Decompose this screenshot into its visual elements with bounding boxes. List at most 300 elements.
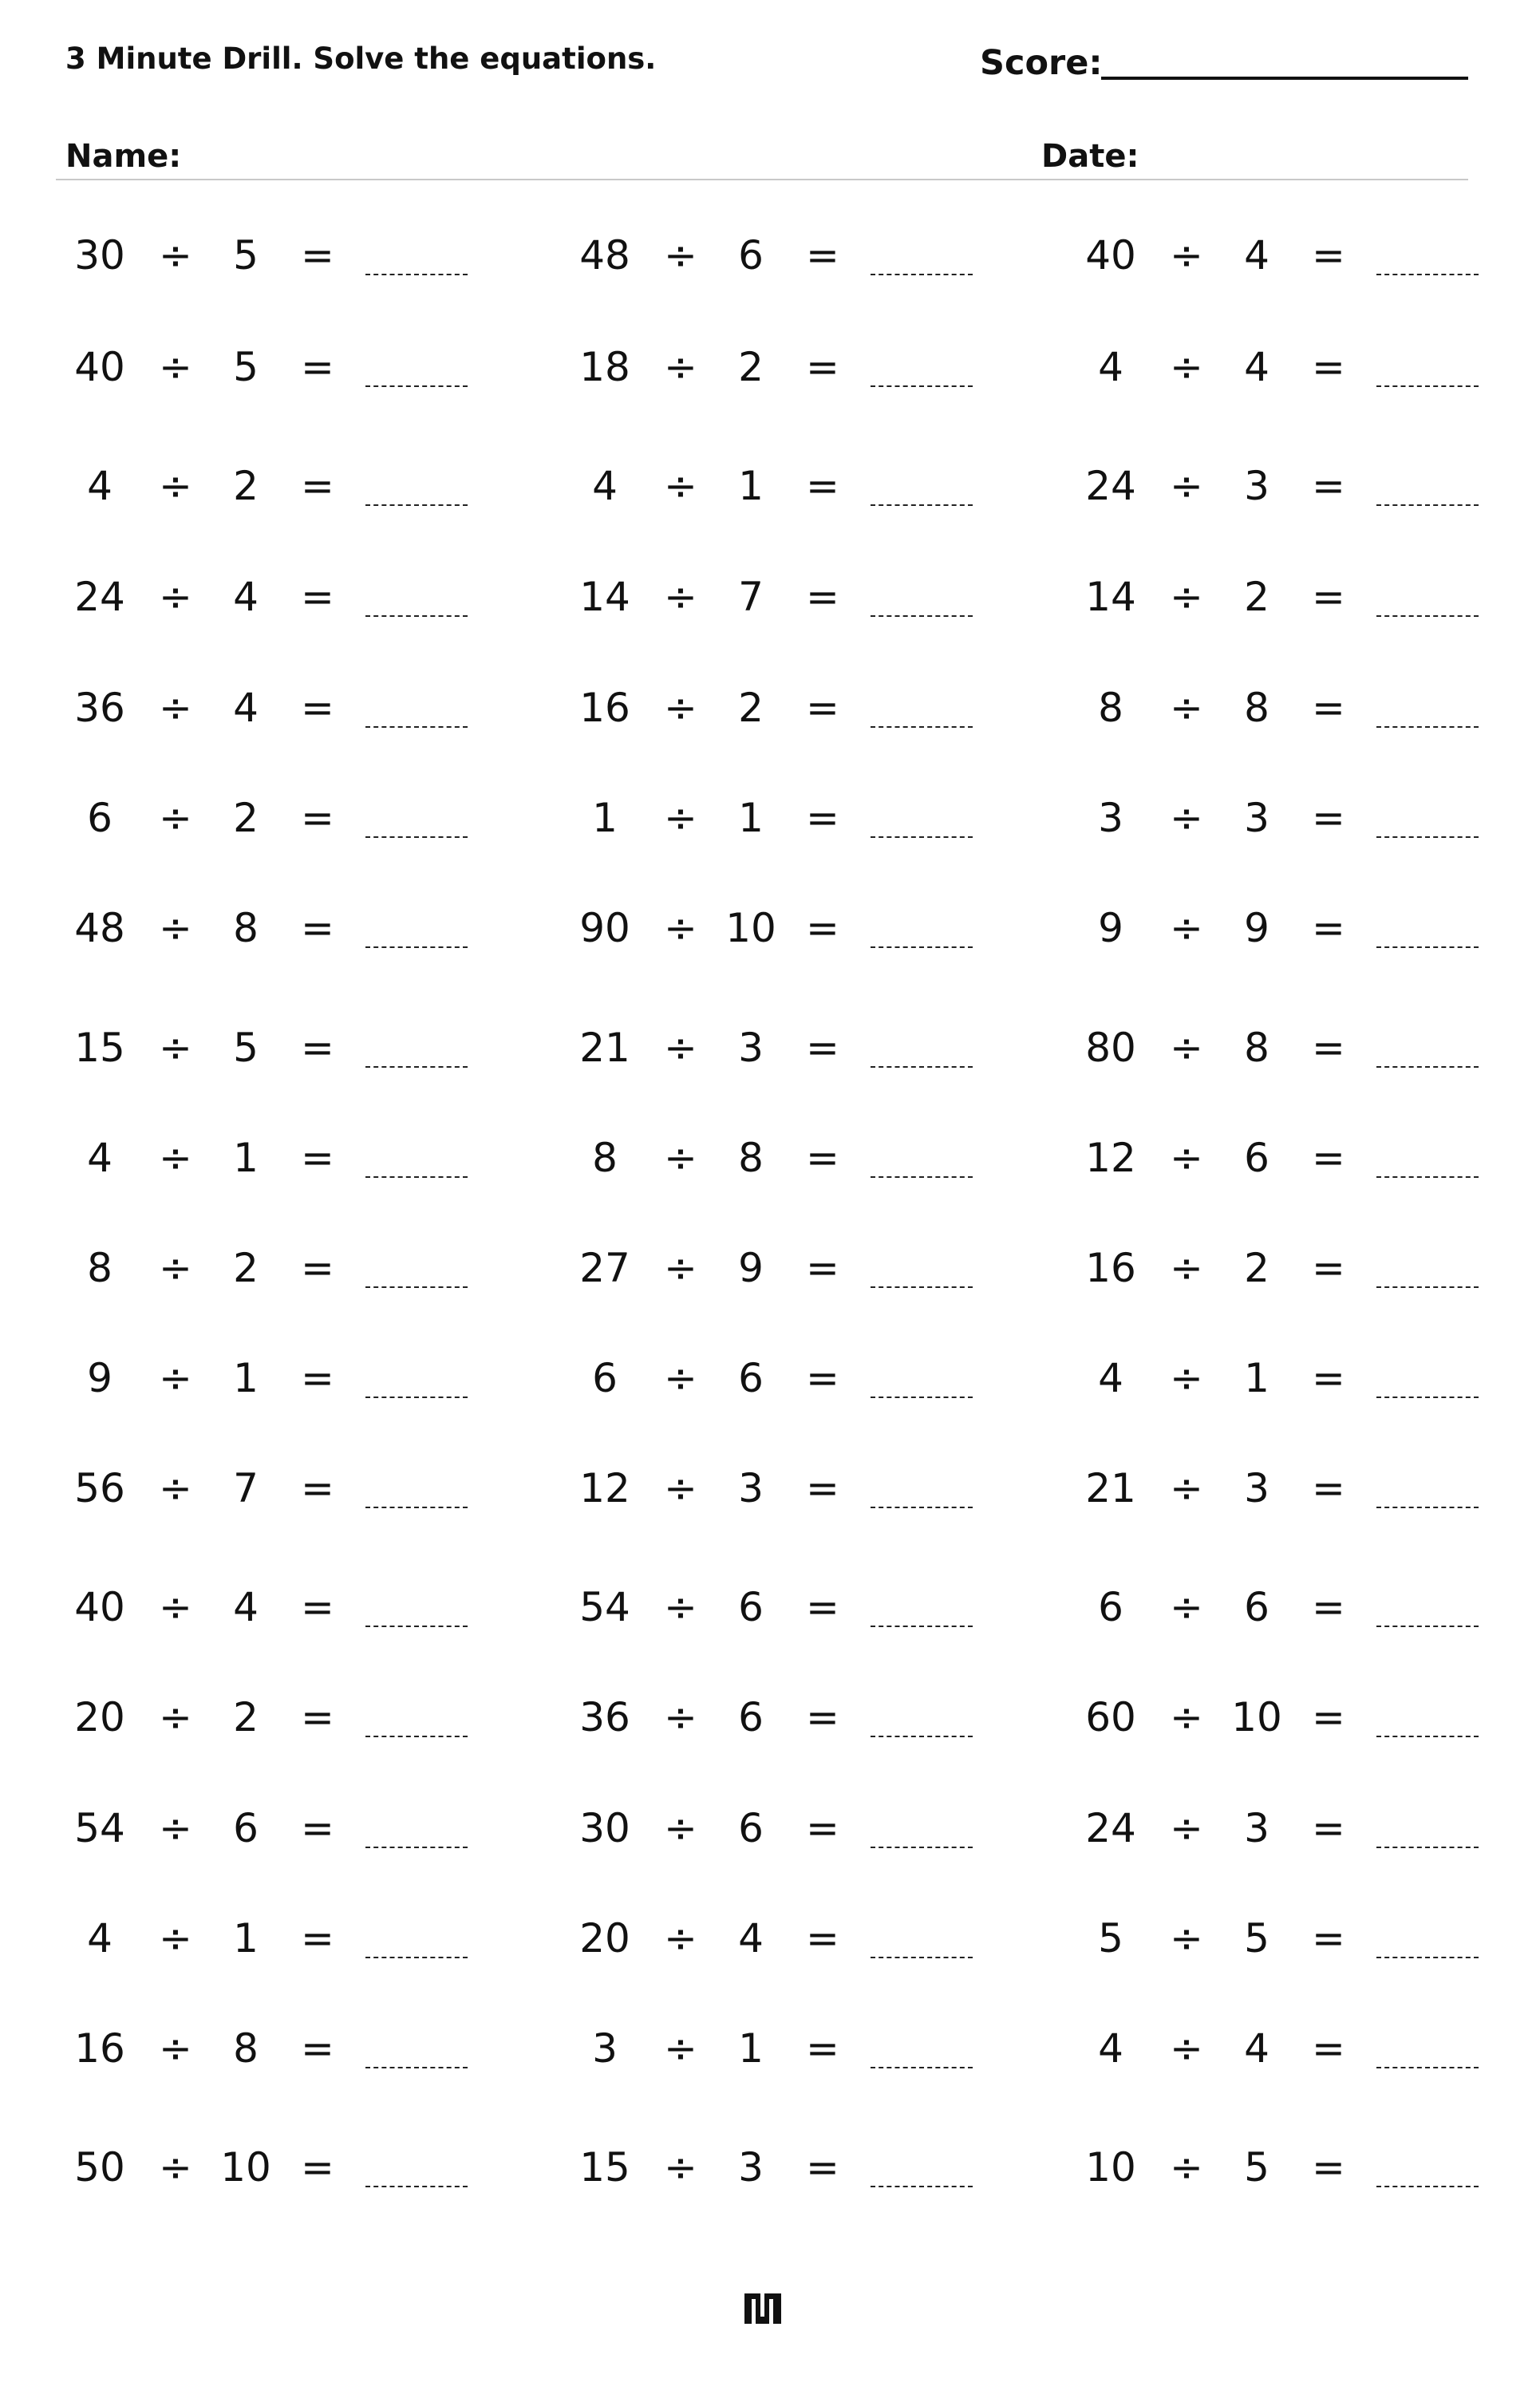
division-sign: ÷ bbox=[159, 1245, 192, 1291]
answer-blank[interactable] bbox=[871, 504, 973, 506]
answer-blank[interactable] bbox=[1376, 2067, 1479, 2068]
equals-sign: = bbox=[1312, 1135, 1345, 1181]
equals-sign: = bbox=[301, 1915, 334, 1961]
division-sign: ÷ bbox=[664, 1915, 697, 1961]
equals-sign: = bbox=[806, 1245, 839, 1291]
answer-blank[interactable] bbox=[871, 615, 973, 617]
division-sign: ÷ bbox=[664, 1584, 697, 1630]
equals-sign: = bbox=[1312, 795, 1345, 841]
division-sign: ÷ bbox=[159, 1805, 192, 1851]
divisor: 4 bbox=[1244, 232, 1270, 279]
divisor: 2 bbox=[1244, 574, 1270, 620]
answer-blank[interactable] bbox=[871, 2067, 973, 2068]
answer-blank[interactable] bbox=[365, 946, 468, 948]
problem-item bbox=[561, 790, 976, 846]
problem-item bbox=[561, 569, 976, 625]
problem-item bbox=[1067, 680, 1482, 736]
answer-blank[interactable] bbox=[365, 1066, 468, 1068]
dividend: 14 bbox=[1085, 574, 1136, 620]
problem-item bbox=[56, 458, 471, 514]
equals-sign: = bbox=[806, 1915, 839, 1961]
answer-blank[interactable] bbox=[1376, 1507, 1479, 1508]
division-sign: ÷ bbox=[1170, 2144, 1203, 2191]
problem-item bbox=[56, 339, 471, 395]
dividend: 20 bbox=[579, 1915, 630, 1961]
dividend: 8 bbox=[592, 1135, 618, 1181]
equals-sign: = bbox=[301, 1694, 334, 1740]
division-sign: ÷ bbox=[1170, 685, 1203, 731]
dividend: 1 bbox=[592, 795, 618, 841]
dividend: 8 bbox=[1098, 685, 1123, 731]
worksheet-title: 3 Minute Drill. Solve the equations. bbox=[65, 41, 657, 76]
equals-sign: = bbox=[806, 1355, 839, 1401]
problem-item bbox=[1067, 2139, 1482, 2195]
equals-sign: = bbox=[301, 1465, 334, 1511]
dividend: 16 bbox=[74, 2025, 125, 2072]
answer-blank[interactable] bbox=[1376, 1176, 1479, 1178]
problem-item bbox=[561, 1350, 976, 1406]
divisor: 8 bbox=[233, 905, 259, 951]
divisor: 7 bbox=[233, 1465, 259, 1511]
equals-sign: = bbox=[1312, 1694, 1345, 1740]
dividend: 8 bbox=[87, 1245, 113, 1291]
equals-sign: = bbox=[1312, 1915, 1345, 1961]
divisor: 3 bbox=[1244, 1805, 1270, 1851]
divisor: 4 bbox=[738, 1915, 764, 1961]
division-sign: ÷ bbox=[664, 1465, 697, 1511]
dividend: 54 bbox=[74, 1805, 125, 1851]
problem-item bbox=[1067, 1130, 1482, 1186]
dividend: 5 bbox=[1098, 1915, 1123, 1961]
division-sign: ÷ bbox=[664, 1025, 697, 1071]
divisor: 5 bbox=[1244, 1915, 1270, 1961]
equals-sign: = bbox=[1312, 463, 1345, 509]
divisor: 3 bbox=[738, 1025, 764, 1071]
equals-sign: = bbox=[806, 1805, 839, 1851]
problem-item bbox=[56, 1579, 471, 1635]
dividend: 48 bbox=[74, 905, 125, 951]
answer-blank[interactable] bbox=[1376, 946, 1479, 948]
answer-blank[interactable] bbox=[365, 726, 468, 728]
division-sign: ÷ bbox=[159, 463, 192, 509]
problem-item bbox=[561, 2139, 976, 2195]
division-sign: ÷ bbox=[664, 1805, 697, 1851]
answer-blank[interactable] bbox=[365, 1736, 468, 1737]
problem-item bbox=[561, 900, 976, 956]
divisor: 1 bbox=[233, 1135, 259, 1181]
answer-blank[interactable] bbox=[871, 385, 973, 387]
equals-sign: = bbox=[806, 2144, 839, 2191]
division-sign: ÷ bbox=[664, 574, 697, 620]
divisor: 5 bbox=[233, 1025, 259, 1071]
answer-blank[interactable] bbox=[365, 504, 468, 506]
dividend: 12 bbox=[1085, 1135, 1136, 1181]
divisor: 5 bbox=[233, 344, 259, 390]
answer-blank[interactable] bbox=[871, 1176, 973, 1178]
division-sign: ÷ bbox=[1170, 232, 1203, 279]
divisor: 1 bbox=[233, 1355, 259, 1401]
dividend: 40 bbox=[1085, 232, 1136, 279]
dividend: 6 bbox=[592, 1355, 618, 1401]
division-sign: ÷ bbox=[1170, 574, 1203, 620]
division-sign: ÷ bbox=[159, 795, 192, 841]
divisor: 3 bbox=[1244, 463, 1270, 509]
problem-item bbox=[1067, 1460, 1482, 1516]
divisor: 10 bbox=[1231, 1694, 1282, 1740]
division-sign: ÷ bbox=[1170, 1135, 1203, 1181]
problem-item bbox=[1067, 1350, 1482, 1406]
divisor: 4 bbox=[233, 1584, 259, 1630]
dividend: 50 bbox=[74, 2144, 125, 2191]
dividend: 48 bbox=[579, 232, 630, 279]
division-sign: ÷ bbox=[1170, 1465, 1203, 1511]
dividend: 24 bbox=[1085, 1805, 1136, 1851]
division-sign: ÷ bbox=[1170, 344, 1203, 390]
equals-sign: = bbox=[806, 685, 839, 731]
answer-blank[interactable] bbox=[1376, 836, 1479, 838]
equals-sign: = bbox=[301, 795, 334, 841]
divisor: 4 bbox=[233, 685, 259, 731]
divisor: 8 bbox=[1244, 685, 1270, 731]
division-sign: ÷ bbox=[159, 1465, 192, 1511]
answer-blank[interactable] bbox=[365, 1626, 468, 1627]
problem-item bbox=[1067, 1689, 1482, 1745]
answer-blank[interactable] bbox=[365, 385, 468, 387]
division-sign: ÷ bbox=[159, 574, 192, 620]
answer-blank[interactable] bbox=[1376, 504, 1479, 506]
problem-item bbox=[1067, 2021, 1482, 2076]
divisor: 4 bbox=[233, 574, 259, 620]
dividend: 30 bbox=[579, 1805, 630, 1851]
equals-sign: = bbox=[301, 1135, 334, 1181]
divisor: 9 bbox=[738, 1245, 764, 1291]
division-sign: ÷ bbox=[1170, 1805, 1203, 1851]
equals-sign: = bbox=[301, 1245, 334, 1291]
dividend: 4 bbox=[87, 1135, 113, 1181]
division-sign: ÷ bbox=[664, 685, 697, 731]
answer-blank[interactable] bbox=[871, 2186, 973, 2187]
answer-blank[interactable] bbox=[1376, 274, 1479, 275]
dividend: 40 bbox=[74, 344, 125, 390]
problem-item bbox=[1067, 339, 1482, 395]
problem-item bbox=[561, 680, 976, 736]
equals-sign: = bbox=[806, 232, 839, 279]
answer-blank[interactable] bbox=[1376, 2186, 1479, 2187]
dividend: 6 bbox=[87, 795, 113, 841]
dividend: 24 bbox=[1085, 463, 1136, 509]
dividend: 4 bbox=[1098, 1355, 1123, 1401]
problem-item bbox=[1067, 1020, 1482, 1076]
equals-sign: = bbox=[1312, 1584, 1345, 1630]
answer-blank[interactable] bbox=[1376, 1066, 1479, 1068]
dividend: 27 bbox=[579, 1245, 630, 1291]
dividend: 16 bbox=[1085, 1245, 1136, 1291]
equals-sign: = bbox=[806, 1465, 839, 1511]
problem-item bbox=[56, 1460, 471, 1516]
division-sign: ÷ bbox=[664, 2144, 697, 2191]
problem-item bbox=[561, 1130, 976, 1186]
division-sign: ÷ bbox=[159, 1355, 192, 1401]
site-logo-icon bbox=[744, 2290, 781, 2327]
dividend: 9 bbox=[1098, 905, 1123, 951]
divisor: 3 bbox=[738, 2144, 764, 2191]
problem-item bbox=[561, 1240, 976, 1296]
divisor: 6 bbox=[233, 1805, 259, 1851]
equals-sign: = bbox=[301, 1805, 334, 1851]
answer-blank[interactable] bbox=[871, 726, 973, 728]
answer-blank[interactable] bbox=[365, 615, 468, 617]
problem-item bbox=[561, 458, 976, 514]
equals-sign: = bbox=[1312, 2025, 1345, 2072]
division-sign: ÷ bbox=[664, 2025, 697, 2072]
answer-blank[interactable] bbox=[1376, 1286, 1479, 1288]
dividend: 16 bbox=[579, 685, 630, 731]
dividend: 12 bbox=[579, 1465, 630, 1511]
answer-blank[interactable] bbox=[1376, 385, 1479, 387]
answer-blank[interactable] bbox=[365, 1396, 468, 1398]
divisor: 3 bbox=[1244, 795, 1270, 841]
divisor: 6 bbox=[738, 1584, 764, 1630]
division-sign: ÷ bbox=[1170, 1915, 1203, 1961]
divisor: 1 bbox=[1244, 1355, 1270, 1401]
dividend: 56 bbox=[74, 1465, 125, 1511]
divisor: 6 bbox=[738, 232, 764, 279]
equals-sign: = bbox=[301, 1584, 334, 1630]
divisor: 1 bbox=[233, 1915, 259, 1961]
dividend: 20 bbox=[74, 1694, 125, 1740]
equals-sign: = bbox=[806, 1694, 839, 1740]
dividend: 4 bbox=[1098, 344, 1123, 390]
division-sign: ÷ bbox=[159, 1025, 192, 1071]
divisor: 2 bbox=[233, 1245, 259, 1291]
equals-sign: = bbox=[301, 574, 334, 620]
equals-sign: = bbox=[1312, 1245, 1345, 1291]
answer-blank[interactable] bbox=[365, 836, 468, 838]
division-sign: ÷ bbox=[664, 905, 697, 951]
answer-blank[interactable] bbox=[1376, 1396, 1479, 1398]
answer-blank[interactable] bbox=[871, 274, 973, 275]
problem-item bbox=[56, 790, 471, 846]
problem-item bbox=[561, 1460, 976, 1516]
divisor: 10 bbox=[725, 905, 776, 951]
problem-item bbox=[1067, 1579, 1482, 1635]
dividend: 9 bbox=[87, 1355, 113, 1401]
divisor: 10 bbox=[220, 2144, 271, 2191]
answer-blank[interactable] bbox=[365, 2186, 468, 2187]
division-sign: ÷ bbox=[159, 685, 192, 731]
dividend: 60 bbox=[1085, 1694, 1136, 1740]
dividend: 15 bbox=[579, 2144, 630, 2191]
equals-sign: = bbox=[806, 1025, 839, 1071]
answer-blank[interactable] bbox=[1376, 1957, 1479, 1958]
division-sign: ÷ bbox=[1170, 795, 1203, 841]
divisor: 1 bbox=[738, 463, 764, 509]
equals-sign: = bbox=[301, 463, 334, 509]
divisor: 4 bbox=[1244, 344, 1270, 390]
divisor: 6 bbox=[738, 1355, 764, 1401]
answer-blank[interactable] bbox=[871, 946, 973, 948]
dividend: 6 bbox=[1098, 1584, 1123, 1630]
divisor: 5 bbox=[233, 232, 259, 279]
dividend: 10 bbox=[1085, 2144, 1136, 2191]
division-sign: ÷ bbox=[664, 1245, 697, 1291]
answer-blank[interactable] bbox=[365, 2067, 468, 2068]
answer-blank[interactable] bbox=[365, 274, 468, 275]
equals-sign: = bbox=[1312, 1355, 1345, 1401]
problem-item bbox=[561, 2021, 976, 2076]
problem-item bbox=[56, 1800, 471, 1856]
division-sign: ÷ bbox=[1170, 1245, 1203, 1291]
problem-item bbox=[56, 1240, 471, 1296]
dividend: 21 bbox=[579, 1025, 630, 1071]
problem-item bbox=[1067, 1240, 1482, 1296]
equals-sign: = bbox=[806, 2025, 839, 2072]
equals-sign: = bbox=[301, 232, 334, 279]
dividend: 4 bbox=[592, 463, 618, 509]
equals-sign: = bbox=[1312, 685, 1345, 731]
divisor: 2 bbox=[738, 685, 764, 731]
divisor: 2 bbox=[1244, 1245, 1270, 1291]
divisor: 6 bbox=[738, 1694, 764, 1740]
problem-item bbox=[56, 2021, 471, 2076]
divisor: 2 bbox=[233, 463, 259, 509]
divisor: 5 bbox=[1244, 2144, 1270, 2191]
problem-item bbox=[561, 1689, 976, 1745]
answer-blank[interactable] bbox=[1376, 615, 1479, 617]
answer-blank[interactable] bbox=[365, 1286, 468, 1288]
answer-blank[interactable] bbox=[871, 1396, 973, 1398]
divisor: 3 bbox=[1244, 1465, 1270, 1511]
division-sign: ÷ bbox=[1170, 463, 1203, 509]
problem-item bbox=[561, 227, 976, 283]
division-sign: ÷ bbox=[1170, 2025, 1203, 2072]
problem-item bbox=[561, 339, 976, 395]
answer-blank[interactable] bbox=[871, 1957, 973, 1958]
equals-sign: = bbox=[806, 574, 839, 620]
division-sign: ÷ bbox=[1170, 1355, 1203, 1401]
equals-sign: = bbox=[301, 1355, 334, 1401]
problem-item bbox=[56, 1910, 471, 1966]
divisor: 8 bbox=[233, 2025, 259, 2072]
problem-item bbox=[1067, 458, 1482, 514]
problem-item bbox=[561, 1910, 976, 1966]
divisor: 9 bbox=[1244, 905, 1270, 951]
answer-blank[interactable] bbox=[871, 1286, 973, 1288]
answer-blank[interactable] bbox=[871, 1736, 973, 1737]
problem-item bbox=[561, 1800, 976, 1856]
division-sign: ÷ bbox=[664, 795, 697, 841]
dividend: 3 bbox=[1098, 795, 1123, 841]
score-blank-line[interactable] bbox=[1101, 77, 1468, 80]
problem-item bbox=[1067, 227, 1482, 283]
dividend: 15 bbox=[74, 1025, 125, 1071]
division-sign: ÷ bbox=[159, 905, 192, 951]
division-sign: ÷ bbox=[1170, 1025, 1203, 1071]
dividend: 54 bbox=[579, 1584, 630, 1630]
divisor: 2 bbox=[233, 1694, 259, 1740]
equals-sign: = bbox=[806, 1135, 839, 1181]
divisor: 7 bbox=[738, 574, 764, 620]
name-label: Name: bbox=[65, 138, 182, 175]
problem-item bbox=[56, 1350, 471, 1406]
answer-blank[interactable] bbox=[1376, 1626, 1479, 1627]
problem-item bbox=[56, 900, 471, 956]
problem-item bbox=[56, 1020, 471, 1076]
dividend: 4 bbox=[87, 463, 113, 509]
answer-blank[interactable] bbox=[1376, 1736, 1479, 1737]
equals-sign: = bbox=[301, 344, 334, 390]
problem-item bbox=[1067, 569, 1482, 625]
dividend: 90 bbox=[579, 905, 630, 951]
divisor: 3 bbox=[738, 1465, 764, 1511]
division-sign: ÷ bbox=[1170, 905, 1203, 951]
dividend: 36 bbox=[579, 1694, 630, 1740]
answer-blank[interactable] bbox=[871, 1066, 973, 1068]
dividend: 18 bbox=[579, 344, 630, 390]
division-sign: ÷ bbox=[159, 344, 192, 390]
dividend: 4 bbox=[1098, 2025, 1123, 2072]
answer-blank[interactable] bbox=[871, 1507, 973, 1508]
equals-sign: = bbox=[806, 344, 839, 390]
equals-sign: = bbox=[1312, 1025, 1345, 1071]
division-sign: ÷ bbox=[664, 232, 697, 279]
problem-item bbox=[1067, 790, 1482, 846]
equals-sign: = bbox=[1312, 2144, 1345, 2191]
division-sign: ÷ bbox=[159, 232, 192, 279]
answer-blank[interactable] bbox=[1376, 1847, 1479, 1848]
problem-item bbox=[1067, 1800, 1482, 1856]
divisor: 2 bbox=[738, 344, 764, 390]
answer-blank[interactable] bbox=[1376, 726, 1479, 728]
answer-blank[interactable] bbox=[365, 1507, 468, 1508]
divisor: 8 bbox=[738, 1135, 764, 1181]
answer-blank[interactable] bbox=[365, 1847, 468, 1848]
answer-blank[interactable] bbox=[365, 1176, 468, 1178]
equals-sign: = bbox=[1312, 232, 1345, 279]
division-sign: ÷ bbox=[159, 2144, 192, 2191]
division-sign: ÷ bbox=[664, 463, 697, 509]
divisor: 6 bbox=[738, 1805, 764, 1851]
division-sign: ÷ bbox=[159, 1694, 192, 1740]
answer-blank[interactable] bbox=[871, 1847, 973, 1848]
dividend: 80 bbox=[1085, 1025, 1136, 1071]
division-sign: ÷ bbox=[159, 1584, 192, 1630]
problem-item bbox=[56, 1689, 471, 1745]
divisor: 2 bbox=[233, 795, 259, 841]
answer-blank[interactable] bbox=[871, 1626, 973, 1627]
equals-sign: = bbox=[1312, 344, 1345, 390]
equals-sign: = bbox=[1312, 1805, 1345, 1851]
division-sign: ÷ bbox=[664, 1694, 697, 1740]
division-sign: ÷ bbox=[664, 1355, 697, 1401]
equals-sign: = bbox=[806, 1584, 839, 1630]
division-sign: ÷ bbox=[664, 344, 697, 390]
answer-blank[interactable] bbox=[871, 836, 973, 838]
problem-item bbox=[1067, 900, 1482, 956]
divisor: 4 bbox=[1244, 2025, 1270, 2072]
dividend: 14 bbox=[579, 574, 630, 620]
problem-item bbox=[56, 680, 471, 736]
division-sign: ÷ bbox=[664, 1135, 697, 1181]
problem-item bbox=[561, 1020, 976, 1076]
equals-sign: = bbox=[301, 1025, 334, 1071]
dividend: 21 bbox=[1085, 1465, 1136, 1511]
division-sign: ÷ bbox=[1170, 1584, 1203, 1630]
problem-item bbox=[561, 1579, 976, 1635]
answer-blank[interactable] bbox=[365, 1957, 468, 1958]
divisor: 6 bbox=[1244, 1135, 1270, 1181]
problem-item bbox=[56, 1130, 471, 1186]
